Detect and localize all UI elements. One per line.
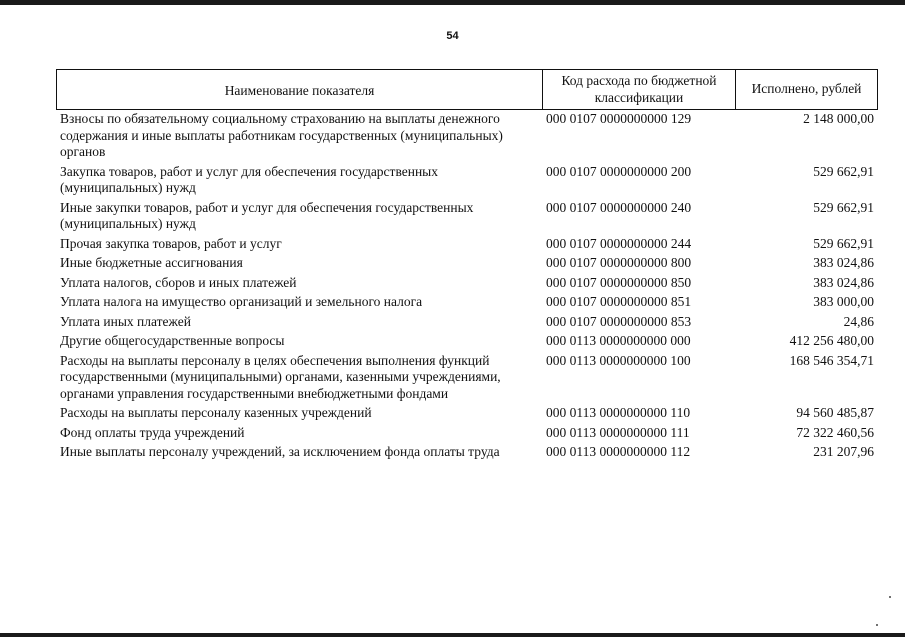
page-number: 54 [446,30,459,42]
row-amount-cell: 94 560 485,87 [796,405,874,420]
row-code-cell: 000 0107 0000000000 853 [546,313,692,329]
row-name-cell: Другие общегосударственные вопросы [60,333,285,348]
row-code-cell: 000 0107 0000000000 244 [546,235,692,251]
row-amount-cell: 529 662,91 [813,199,874,215]
row-code-cell: 000 0107 0000000000 851 [546,294,692,309]
table-row [56,255,878,272]
bottom-border-rule [0,633,905,637]
row-amount-cell: 2 148 000,00 [803,111,874,126]
table-row [56,405,878,422]
top-border-rule [0,0,905,5]
row-code-cell: 000 0113 0000000000 000 [546,333,691,348]
row-name-cell: Закупка товаров, работ и услуг для обеспечения государственных (муниципальных) нужд [60,163,439,195]
header-amount: Исполнено, рублей [735,70,877,109]
row-amount-cell: 383 024,86 [813,255,874,270]
row-name-cell: Уплата налога на имущество организаций и земельного налога [60,294,423,309]
table-row [56,200,878,233]
expenditure-table [56,69,878,464]
row-name-cell: Уплата иных платежей [60,313,191,329]
scan-speck [876,624,878,626]
row-name-cell: Фонд оплаты труда учреждений [60,424,245,440]
row-code-cell: 000 0107 0000000000 800 [546,255,692,270]
table-row [56,314,878,331]
table-row [56,444,878,461]
table-row [56,294,878,311]
row-amount-cell: 383 024,86 [813,274,874,290]
row-amount-cell: 72 322 460,56 [796,424,874,440]
row-code-cell: 000 0113 0000000000 112 [546,444,691,459]
row-amount-cell: 168 546 354,71 [789,352,874,368]
row-code-cell: 000 0107 0000000000 200 [546,163,692,179]
table-row [56,275,878,292]
table-row [56,164,878,197]
row-amount-cell: 383 000,00 [813,294,874,309]
row-amount-cell: 529 662,91 [813,163,874,179]
table-row [56,353,878,403]
row-name-cell: Уплата налогов, сборов и иных платежей [60,274,297,290]
row-amount-cell: 412 256 480,00 [789,333,874,348]
row-name-cell: Иные закупки товаров, работ и услуг для обеспечения государственных (муниципальных) нужд [60,199,474,231]
row-code-cell: 000 0113 0000000000 110 [546,405,691,420]
row-name-cell: Иные бюджетные ассигнования [60,255,243,270]
row-amount-cell: 231 207,96 [813,444,874,459]
table-row [56,236,878,253]
row-amount-cell: 24,86 [843,313,874,329]
row-code-cell: 000 0107 0000000000 850 [546,274,692,290]
table-row [56,111,878,161]
table-row [56,425,878,442]
scan-speck [889,596,891,598]
row-code-cell: 000 0113 0000000000 111 [546,424,690,440]
row-code-cell: 000 0107 0000000000 129 [546,111,692,126]
header-name: Наименование показателя [224,83,375,99]
row-name-cell: Расходы на выплаты персоналу казенных учреждений [60,405,372,420]
header-code: Код расхода по бюджетной классификации [542,70,735,109]
table-body [56,110,878,461]
table-row [56,333,878,350]
table-header [56,69,878,110]
row-code-cell: 000 0107 0000000000 240 [546,199,692,215]
row-name-cell: Расходы на выплаты персоналу в целях обеспечения выполнения функций государственными (муниципальными) органами, казенными учреждениями, органами управления государственными внебюджетными фондами [60,352,501,401]
row-amount-cell: 529 662,91 [813,235,874,251]
row-name-cell: Взносы по обязательному социальному страхованию на выплаты денежного содержания и иные выплаты работникам государственных (муниципальных) органов [60,111,503,159]
row-name-cell: Прочая закупка товаров, работ и услуг [60,235,282,251]
row-name-cell: Иные выплаты персоналу учреждений, за исключением фонда оплаты труда [60,444,500,459]
row-code-cell: 000 0113 0000000000 100 [546,352,691,368]
